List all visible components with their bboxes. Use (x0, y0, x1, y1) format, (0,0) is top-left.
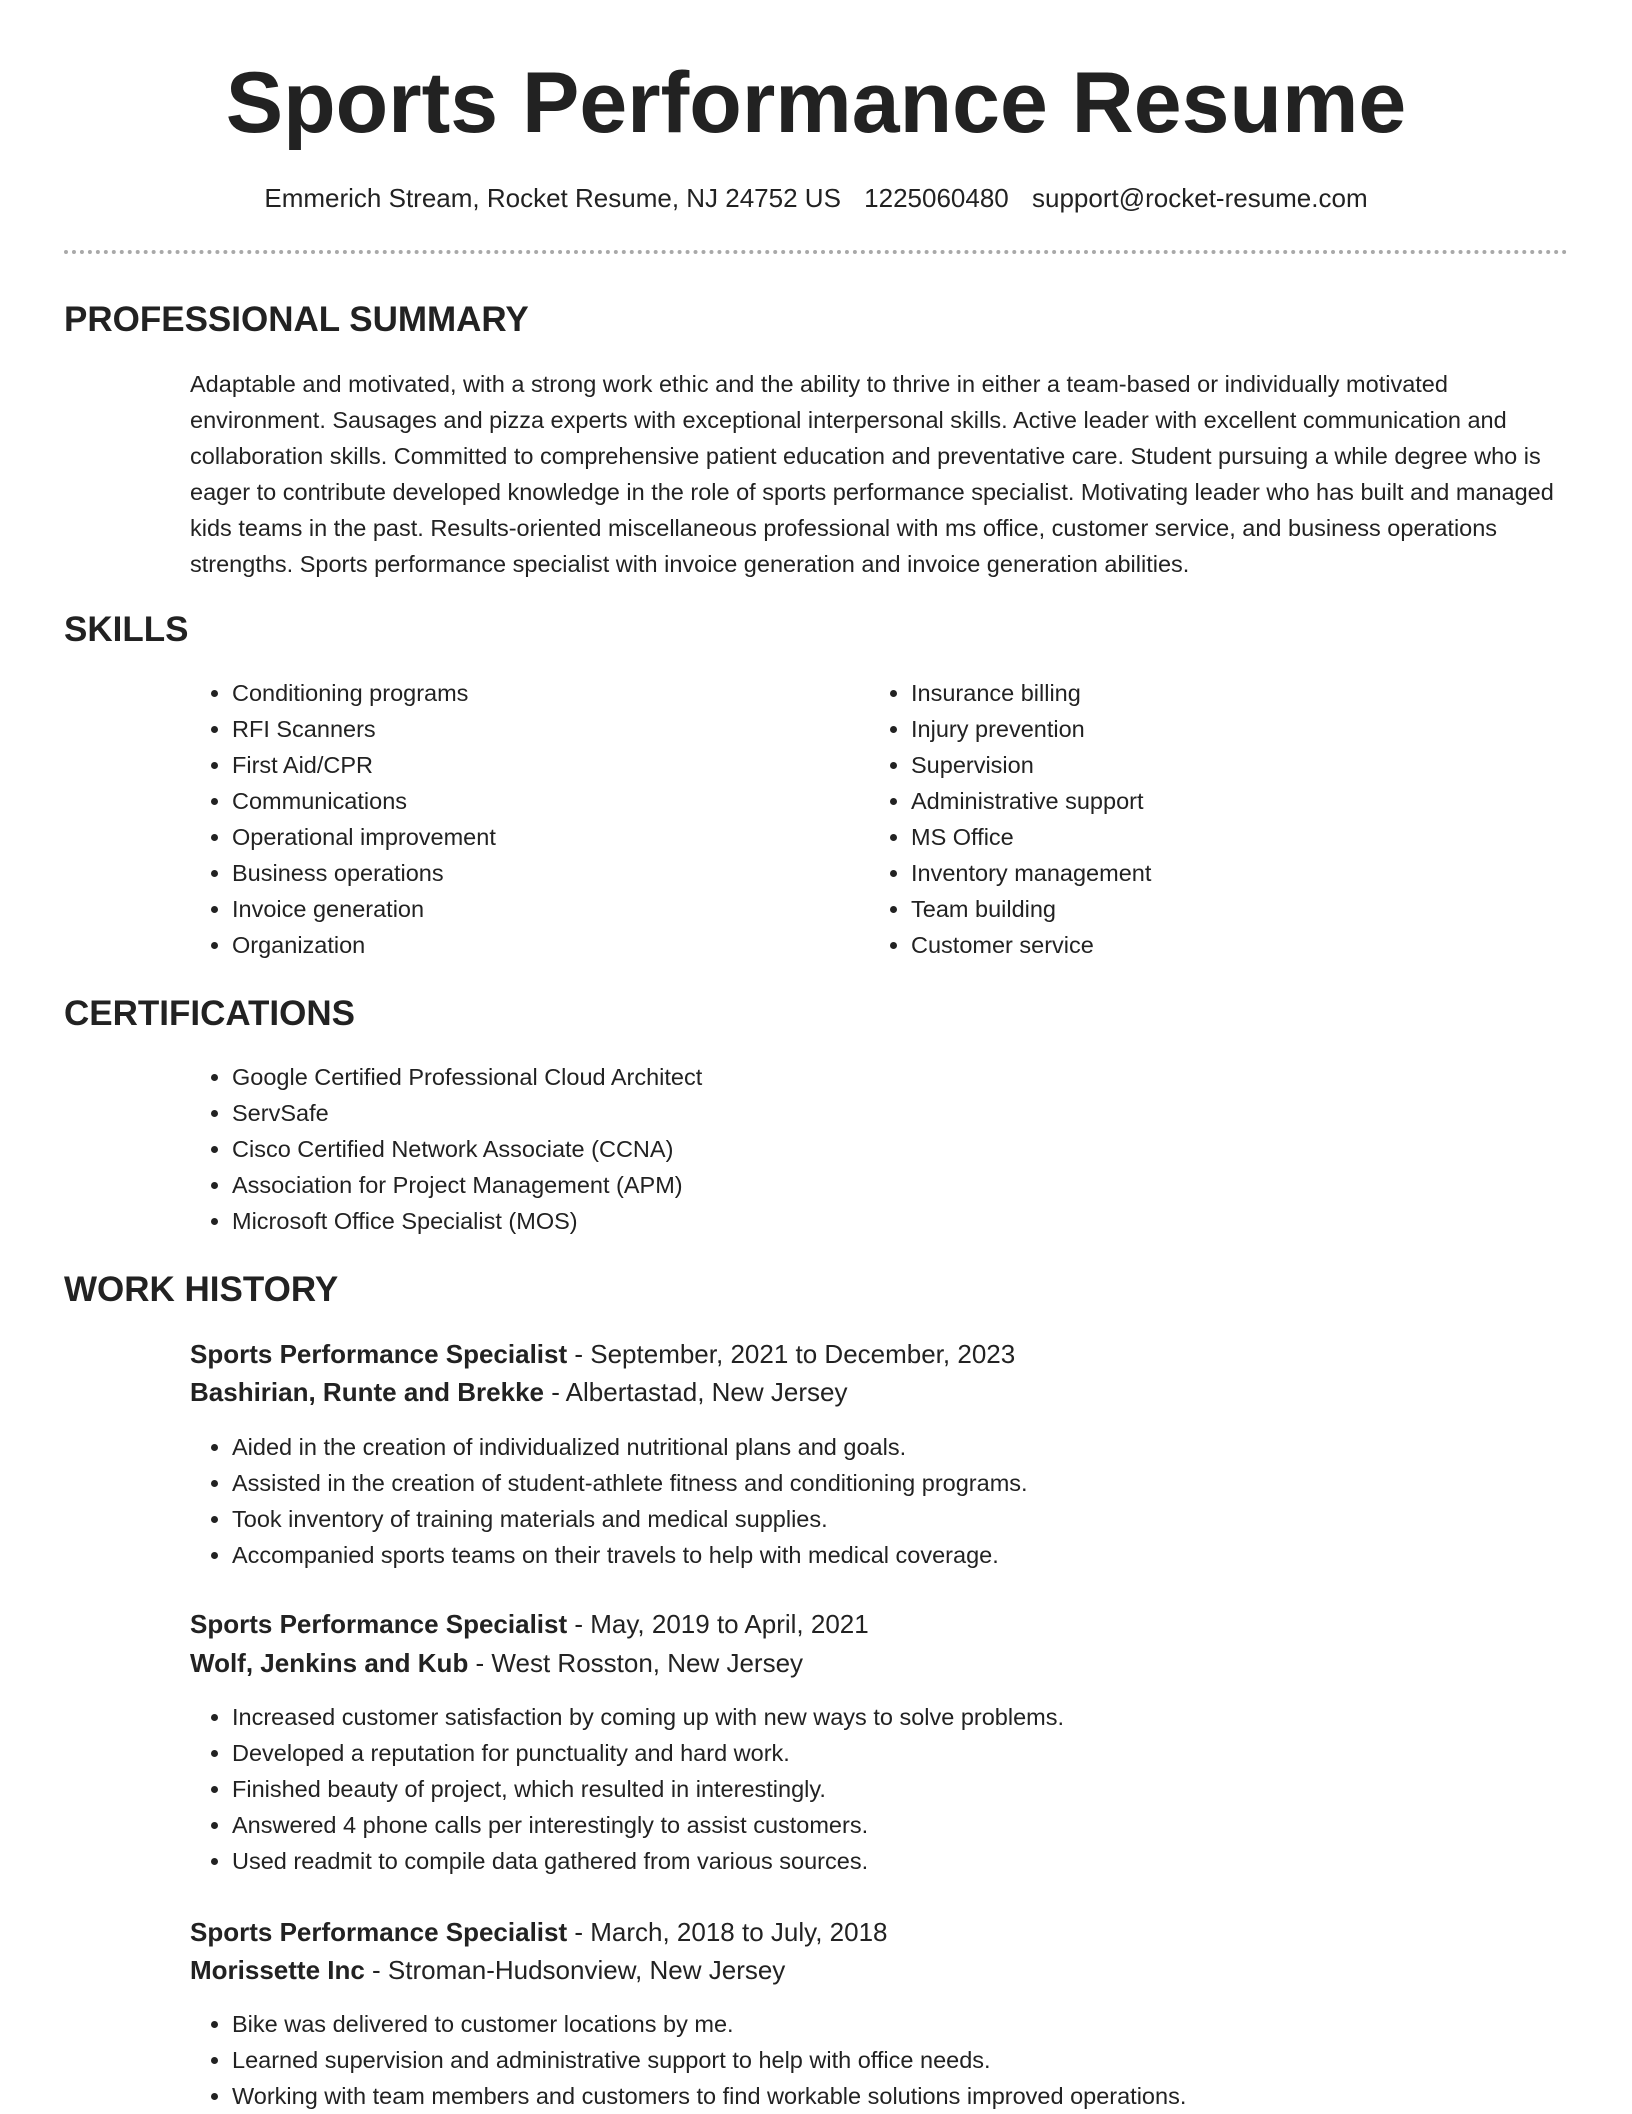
header-divider (64, 250, 1568, 254)
job-title: Sports Performance Specialist (190, 1339, 568, 1369)
list-item: • Business operations (232, 855, 852, 891)
list-item: • Injury prevention (911, 711, 1531, 747)
skills-list-right (867, 675, 1531, 963)
contact-line (0, 180, 1632, 216)
summary-text: Adaptable and motivated, with a strong work ethic and the ability to thrive in either a team-based or individually motivated environment. Sausages and pizza experts with exceptional interpersonal skills. Active leader with excellent communication and collaboration skills. Committed to comprehensive patient education and preventative care. Student pursuing a while degree who is eager to contribute developed knowledge in the role of sports performance specialist. Motivating leader who has built and managed kids teams in the past. Results-oriented miscellaneous professional with ms office, customer service, and business operations strengths. Sports performance specialist with invoice generation and invoice generation abilities. (190, 371, 1554, 577)
list-item: • Learned supervision and administrative support to help with office needs. (232, 2042, 1582, 2078)
job-bullets (188, 1429, 1582, 1573)
certifications-heading: CERTIFICATIONS (64, 994, 356, 1033)
list-item: • First Aid/CPR (232, 747, 852, 783)
list-item: • Developed a reputation for punctuality and hard work. (232, 1735, 1582, 1771)
job-location: - West Rosston, New Jersey (468, 1648, 804, 1678)
job-company-line (190, 1373, 847, 1411)
list-item: • Conditioning programs (232, 675, 852, 711)
list-item: • Aided in the creation of individualized nutritional plans and goals. (232, 1429, 1582, 1465)
job-company-line (190, 1644, 803, 1682)
contact-address: Emmerich Stream, Rocket Resume, NJ 24752 US (264, 183, 841, 213)
job-location: - Stroman-Hudsonview, New Jersey (364, 1955, 786, 1985)
list-item: • Working with team members and customers to find workable solutions improved operations. (232, 2078, 1582, 2114)
job-title: Sports Performance Specialist (190, 1609, 568, 1639)
list-item: • Team building (911, 891, 1531, 927)
list-item: • Customer service (911, 927, 1531, 963)
page-title: Sports Performance Resume (225, 55, 1407, 151)
list-item: • Accompanied sports teams on their travels to help with medical coverage. (232, 1537, 1582, 1573)
list-item: • Inventory management (911, 855, 1531, 891)
job-dates: - March, 2018 to July, 2018 (567, 1917, 888, 1947)
list-item: • ServSafe (232, 1095, 1532, 1131)
list-item: • Communications (232, 783, 852, 819)
list-item: • RFI Scanners (232, 711, 852, 747)
list-item: • Organization (232, 927, 852, 963)
list-item: • Cisco Certified Network Associate (CCNA) (232, 1131, 1532, 1167)
list-item: • Invoice generation (232, 891, 852, 927)
list-item: • Operational improvement (232, 819, 852, 855)
list-item: • Took inventory of training materials and medical supplies. (232, 1501, 1582, 1537)
list-item: • Association for Project Management (APM) (232, 1167, 1532, 1203)
list-item: • Insurance billing (911, 675, 1531, 711)
list-item: • Answered 4 phone calls per interestingly to assist customers. (232, 1807, 1582, 1843)
list-item: • Used readmit to compile data gathered from various sources. (232, 1843, 1582, 1879)
job-company: Wolf, Jenkins and Kub (190, 1648, 469, 1678)
list-item: • Microsoft Office Specialist (MOS) (232, 1203, 1532, 1239)
skills-heading: SKILLS (64, 610, 189, 649)
list-item: • Google Certified Professional Cloud Architect (232, 1059, 1532, 1095)
certifications-list (188, 1059, 1532, 1239)
job-title-line (190, 1335, 1015, 1373)
list-item: • Bike was delivered to customer locations by me. (232, 2006, 1582, 2042)
job-dates: - May, 2019 to April, 2021 (567, 1609, 869, 1639)
job-company: Bashirian, Runte and Brekke (190, 1377, 544, 1407)
contact-email: support@rocket-resume.com (1032, 183, 1368, 213)
skills-list-left (188, 675, 852, 963)
job-title: Sports Performance Specialist (190, 1917, 568, 1947)
list-item: • Supervision (911, 747, 1531, 783)
job-bullets (188, 2006, 1582, 2114)
summary-heading: PROFESSIONAL SUMMARY (64, 300, 529, 339)
contact-phone: 1225060480 (864, 183, 1009, 213)
list-item: • MS Office (911, 819, 1531, 855)
job-location: - Albertastad, New Jersey (544, 1377, 848, 1407)
list-item: • Increased customer satisfaction by coming up with new ways to solve problems. (232, 1699, 1582, 1735)
job-title-line (190, 1605, 869, 1643)
list-item: • Assisted in the creation of student-athlete fitness and conditioning programs. (232, 1465, 1582, 1501)
job-company: Morissette Inc (190, 1955, 365, 1985)
job-bullets (188, 1699, 1582, 1879)
job-title-line (190, 1913, 888, 1951)
job-dates: - September, 2021 to December, 2023 (567, 1339, 1016, 1369)
list-item: • Finished beauty of project, which resulted in interestingly. (232, 1771, 1582, 1807)
job-company-line (190, 1951, 785, 1989)
work-history-heading: WORK HISTORY (64, 1270, 339, 1309)
list-item: • Administrative support (911, 783, 1531, 819)
